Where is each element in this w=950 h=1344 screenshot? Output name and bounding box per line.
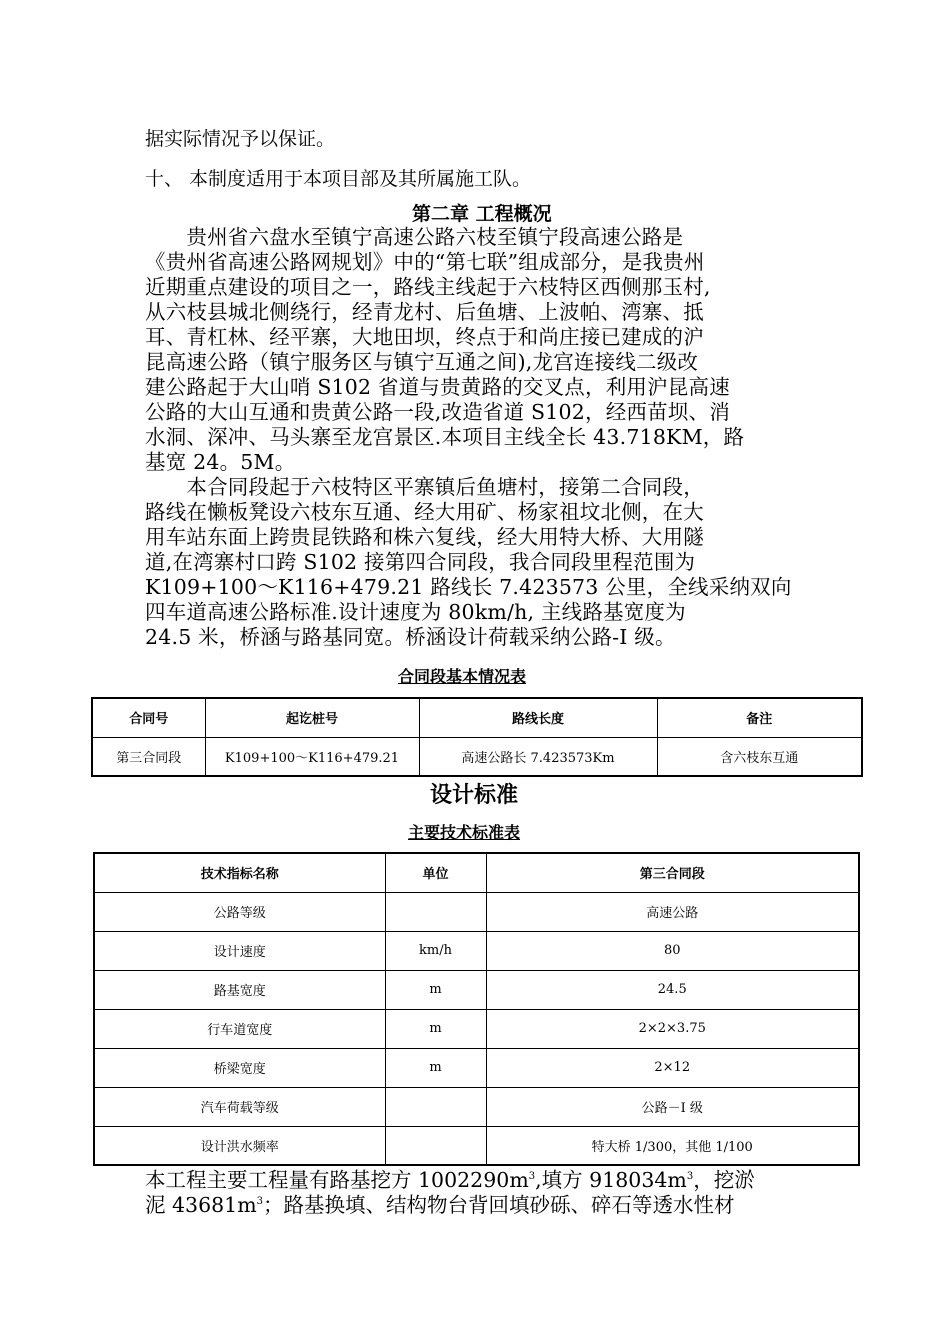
header-cell: 合同号 xyxy=(92,698,205,737)
table-cell: m xyxy=(385,1009,486,1048)
table-cell: 2×12 xyxy=(486,1048,859,1087)
paragraph-line: 道,在湾寨村口跨 S102 接第四合同段，我合同段里程范围为 xyxy=(145,550,696,574)
header-cell: 起讫桩号 xyxy=(205,698,419,737)
paragraph-line: 公路的大山互通和贵黄公路一段,改造省道 S102，经西苗坝、消 xyxy=(145,400,730,424)
table-cell: 80 xyxy=(486,931,859,970)
paragraph-line: 24.5 米，桥涵与路基同宽。桥涵设计荷载采纳公路-I 级。 xyxy=(145,625,676,649)
paragraph-line: K109+100～K116+479.21 路线长 7.423573 公里，全线采纳双向 xyxy=(145,575,792,599)
table-row xyxy=(94,892,859,931)
paragraph-line: 建公路起于大山哨 S102 省道与贵黄路的交叉点，利用沪昆高速 xyxy=(145,375,730,399)
table-cell: 公路等级 xyxy=(94,892,385,931)
paragraph-line: 基宽 24。5M。 xyxy=(145,450,296,474)
table-cell: 桥梁宽度 xyxy=(94,1048,385,1087)
superscript: 3 xyxy=(686,1171,694,1183)
table-cell: 特大桥 1/300，其他 1/100 xyxy=(486,1126,859,1165)
superscript: 3 xyxy=(528,1171,536,1183)
table-row xyxy=(94,1087,859,1126)
paragraph-line: 耳、青杠林、经平寨，大地田坝，终点于和尚庄接已建成的沪 xyxy=(145,325,704,349)
table-header-row xyxy=(92,698,862,737)
text-run: ；路基换填、结构物台背回填砂砾、碎石等透水性材 xyxy=(263,1193,735,1217)
tech-table-caption: 主要技术标准表 xyxy=(408,823,521,842)
table-header-row xyxy=(94,853,859,892)
table-cell xyxy=(385,1087,486,1126)
table-cell: 高速公路 xyxy=(486,892,859,931)
header-cell: 路线长度 xyxy=(419,698,657,737)
contract-table-caption: 合同段基本情况表 xyxy=(398,667,527,686)
table-cell: 公路－I 级 xyxy=(486,1087,859,1126)
table-cell: m xyxy=(385,970,486,1009)
table-row xyxy=(94,1126,859,1165)
table-cell: K109+100～K116+479.21 xyxy=(205,737,419,776)
header-cell: 技术指标名称 xyxy=(94,853,385,892)
paragraph-line: 近期重点建设的项目之一，路线主线起于六枝特区西侧那玉村, xyxy=(145,275,711,299)
table-cell: 行车道宽度 xyxy=(94,1009,385,1048)
table-cell: 含六枝东互通 xyxy=(657,737,862,776)
table-cell xyxy=(385,1126,486,1165)
paragraph-line: 贵州省六盘水至镇宁高速公路六枝至镇宁段高速公路是 xyxy=(145,225,684,249)
table-cell: 路基宽度 xyxy=(94,970,385,1009)
text-run: 本工程主要工程量有路基挖方 1002290m xyxy=(145,1168,529,1192)
intro-line-2: 十、 本制度适用于本项目部及其所属施工队。 xyxy=(145,168,532,190)
table-row xyxy=(94,970,859,1009)
table-cell: 设计洪水频率 xyxy=(94,1126,385,1165)
table-row xyxy=(94,1048,859,1087)
text-run: ，挖淤 xyxy=(693,1168,755,1192)
text-run: 泥 43681m xyxy=(145,1193,257,1217)
table-row xyxy=(92,737,862,776)
text-run: ,填方 918034m xyxy=(535,1168,687,1192)
header-cell: 备注 xyxy=(657,698,862,737)
paragraph-line: 从六枝县城北侧绕行，经青龙村、后鱼塘、上波帕、湾寨、抵 xyxy=(145,300,704,324)
table-row xyxy=(94,931,859,970)
table-cell: m xyxy=(385,1048,486,1087)
quantities-line-2 xyxy=(145,1193,735,1218)
paragraph-line: 水洞、深冲、马头寨至龙宫景区.本项目主线全长 43.718KM，路 xyxy=(145,425,745,449)
table-cell: 汽车荷载等级 xyxy=(94,1087,385,1126)
tech-standard-table xyxy=(93,852,860,1166)
intro-line-1: 据实际情况予以保证。 xyxy=(145,128,336,150)
design-standard-title: 设计标准 xyxy=(430,783,519,808)
table-cell: 2×2×3.75 xyxy=(486,1009,859,1048)
paragraph-line: 路线在懒板凳设六枝东互通、经大用矿、杨家祖坟北侧，在大 xyxy=(145,500,704,524)
table-cell: 第三合同段 xyxy=(92,737,205,776)
table-cell: 设计速度 xyxy=(94,931,385,970)
quantities-line-1 xyxy=(145,1168,755,1193)
table-cell: km/h xyxy=(385,931,486,970)
table-cell xyxy=(385,892,486,931)
table-row xyxy=(94,1009,859,1048)
paragraph-line: 本合同段起于六枝特区平寨镇后鱼塘村，接第二合同段， xyxy=(145,475,704,499)
contract-table xyxy=(91,697,863,777)
superscript: 3 xyxy=(256,1196,264,1208)
paragraph-line: 昆高速公路（镇宁服务区与镇宁互通之间),龙宫连接线二级改 xyxy=(145,350,699,374)
chapter-title: 第二章 工程概况 xyxy=(412,203,552,225)
paragraph-line: 《贵州省高速公路网规划》中的“第七联”组成部分，是我贵州 xyxy=(145,250,705,274)
header-cell: 单位 xyxy=(385,853,486,892)
table-cell: 高速公路长 7.423573Km xyxy=(419,737,657,776)
paragraph-line: 用车站东面上跨贵昆铁路和株六复线，经大用特大桥、大用隧 xyxy=(145,525,704,549)
header-cell: 第三合同段 xyxy=(486,853,859,892)
table-cell: 24.5 xyxy=(486,970,859,1009)
paragraph-line: 四车道高速公路标准.设计速度为 80km/h, 主线路基宽度为 xyxy=(145,600,686,624)
